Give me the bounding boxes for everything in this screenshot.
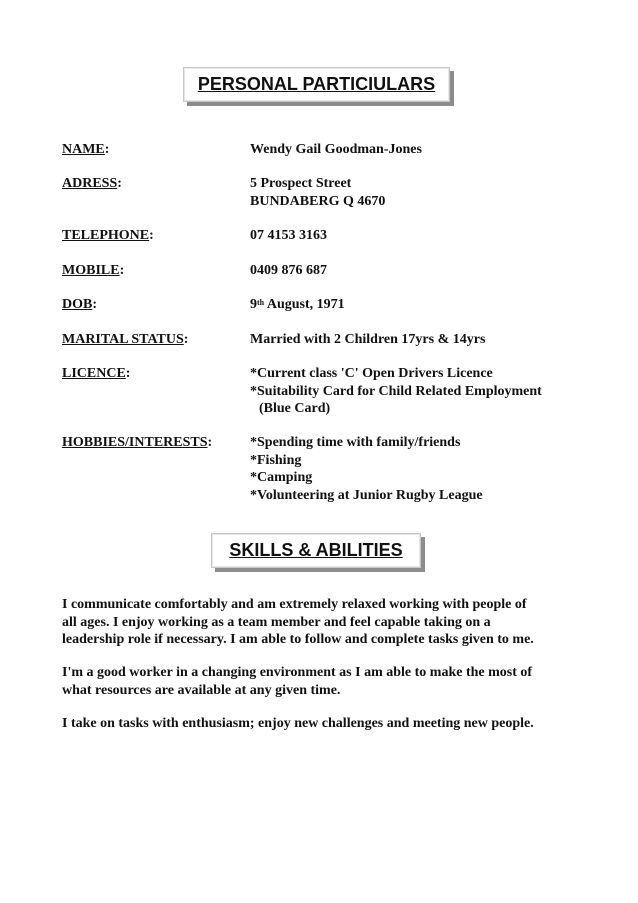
mobile-label: MOBILE: (62, 263, 125, 278)
telephone-value: 07 4153 3163 (250, 228, 327, 243)
dob-label: DOB: (62, 297, 98, 312)
address-line-2: BUNDABERG Q 4670 (250, 193, 386, 209)
skills-paragraph-3 (62, 715, 582, 733)
address-value (250, 175, 385, 210)
paragraph-line: leadership role if necessary. I am able to follow and complete tasks given to me. (62, 632, 534, 647)
hobby-item: *Fishing (250, 452, 302, 468)
paragraph-line: I'm a good worker in a changing environment as I am able to make the most of (62, 665, 533, 680)
licence-item: (Blue Card) (259, 401, 331, 416)
licence-value (250, 365, 542, 418)
hobby-item: *Camping (250, 470, 313, 485)
skills-paragraph-1 (62, 596, 582, 649)
personal-particulars-heading: PERSONAL PARTICIULARS (183, 67, 450, 102)
marital-status-label: MARITAL STATUS: (62, 332, 189, 347)
licence-item: *Suitability Card for Child Related Employment (250, 383, 542, 399)
paragraph-line: I take on tasks with enthusiasm; enjoy new challenges and meeting new people. (62, 716, 534, 731)
address-line-1: 5 Prospect Street (250, 176, 352, 191)
hobbies-label: HOBBIES/INTERESTS: (62, 435, 213, 450)
paragraph-line: all ages. I enjoy working as a team member and feel capable taking on a (62, 614, 491, 630)
paragraph-line: what resources are available at any given time. (62, 682, 341, 698)
address-label: ADRESS: (62, 176, 122, 191)
hobbies-value (250, 434, 483, 504)
skills-abilities-heading: SKILLS & ABILITIES (211, 533, 421, 568)
telephone-label: TELEPHONE: (62, 228, 154, 243)
name-value: Wendy Gail Goodman-Jones (250, 142, 422, 157)
dob-value: 9th August, 1971 (250, 297, 345, 312)
marital-status-value: Married with 2 Children 17yrs & 14yrs (250, 332, 486, 347)
mobile-value: 0409 876 687 (250, 263, 327, 278)
hobby-item: *Volunteering at Junior Rugby League (250, 487, 483, 503)
licence-item: *Current class 'C' Open Drivers Licence (250, 366, 493, 381)
paragraph-line: I communicate comfortably and am extremely relaxed working with people of (62, 597, 527, 612)
licence-label: LICENCE: (62, 366, 131, 381)
name-label: NAME: (62, 142, 110, 157)
hobby-item: *Spending time with family/friends (250, 435, 461, 450)
skills-paragraph-2 (62, 664, 582, 699)
